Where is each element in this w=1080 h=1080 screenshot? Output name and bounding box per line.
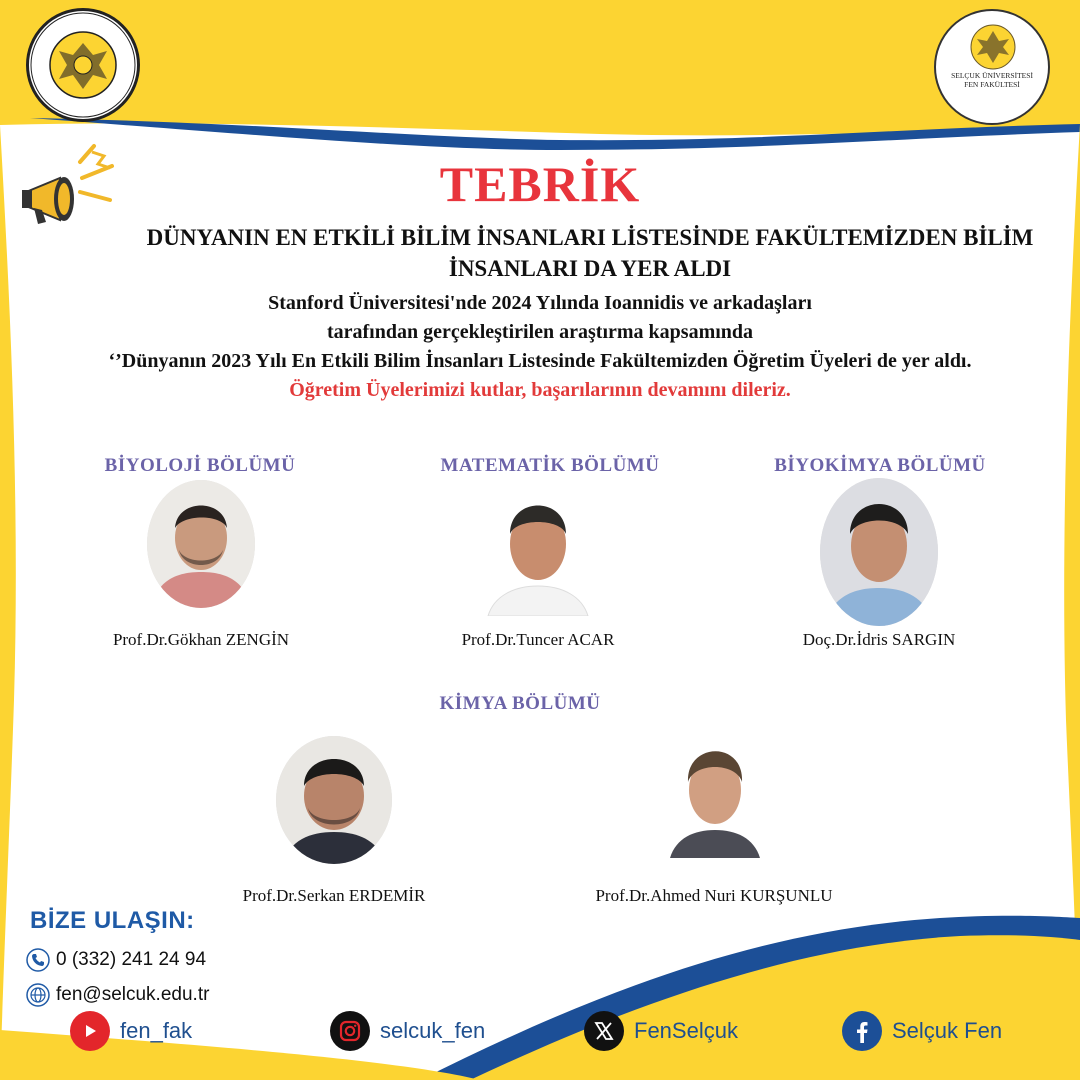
person-portrait-icon <box>147 480 255 608</box>
youtube-handle: fen_fak <box>120 1018 193 1043</box>
x-logo-icon <box>584 1011 624 1051</box>
person-portrait-icon <box>670 734 760 858</box>
faculty-logo-text <box>936 71 1048 89</box>
announcement-body <box>0 289 1080 405</box>
headline: DÜNYANIN EN ETKİLİ BİLİM İNSANLARI LİSTESİNDE FAKÜLTEMİZDEN BİLİM İNSANLARI DA YER ALDI <box>146 225 1034 281</box>
x-handle: FenSelçuk <box>634 1018 738 1043</box>
person-name-sargin: Doç.Dr.İdris SARGIN <box>802 630 956 649</box>
dept-chemistry: KİMYA BÖLÜMÜ <box>439 693 601 714</box>
email-address: fen@selcuk.edu.tr <box>56 984 210 1005</box>
university-seal-icon <box>29 11 137 119</box>
person-name-erdemir: Prof.Dr.Serkan ERDEMİR <box>242 886 426 905</box>
portrait-photo-erdemir <box>276 736 392 864</box>
phone-number: 0 (332) 241 24 94 <box>56 949 207 970</box>
dept-math: MATEMATİK BÖLÜMÜ <box>440 455 660 476</box>
social-youtube[interactable] <box>70 1011 192 1051</box>
youtube-icon <box>70 1011 110 1051</box>
portrait-photo-kursunlu <box>670 734 760 858</box>
instagram-handle: selcuk_fen <box>380 1018 486 1043</box>
faculty-logo-line2: FEN FAKÜLTESİ <box>964 80 1020 89</box>
person-name-kursunlu: Prof.Dr.Ahmed Nuri KURŞUNLU <box>595 886 833 905</box>
person-portrait-icon <box>276 736 392 864</box>
phone-icon <box>26 948 50 972</box>
fen-faculty-logo <box>934 9 1050 125</box>
instagram-icon <box>330 1011 370 1051</box>
person-portrait-icon <box>820 478 938 626</box>
body-line-1: Stanford Üniversitesi'nde 2024 Yılında Ioannidis ve arkadaşları <box>268 292 812 314</box>
person-name-acar: Prof.Dr.Tuncer ACAR <box>461 630 615 649</box>
body-line-2: tarafından gerçekleştirilen araştırma kapsamında <box>326 321 754 343</box>
facebook-handle: Selçuk Fen <box>892 1018 1003 1043</box>
portrait-photo-acar <box>482 488 594 616</box>
faculty-logo-line1: SELÇUK ÜNİVERSİTESİ <box>951 71 1033 80</box>
social-facebook[interactable] <box>842 1011 1002 1051</box>
social-instagram[interactable] <box>330 1011 485 1051</box>
dept-biology: BİYOLOJİ BÖLÜMÜ <box>104 455 296 476</box>
dept-biochem: BİYOKİMYA BÖLÜMÜ <box>774 455 986 476</box>
globe-icon <box>26 983 50 1007</box>
congrats-line: Öğretim Üyelerimizi kutlar, başarılarının devamını dileriz. <box>289 379 791 401</box>
selcuk-university-seal <box>26 8 140 122</box>
portrait-photo-sargin <box>820 478 938 626</box>
person-name-zengin: Prof.Dr.Gökhan ZENGİN <box>112 630 290 649</box>
body-line-3: ‘’Dünyanın 2023 Yılı En Etkili Bilim İnsanları Listesinde Fakültemizden Öğretim Üyeleri de yer aldı. <box>108 350 972 372</box>
faculty-emblem-icon <box>963 23 1023 71</box>
page-title: TEBRİK <box>439 156 641 212</box>
contact-title: BİZE ULAŞIN: <box>30 907 195 934</box>
email-row[interactable] <box>26 983 209 1007</box>
phone-row[interactable] <box>26 948 206 972</box>
portrait-photo-zengin <box>147 480 255 608</box>
facebook-icon <box>842 1011 882 1051</box>
social-x[interactable] <box>584 1011 738 1051</box>
person-portrait-icon <box>482 488 594 616</box>
